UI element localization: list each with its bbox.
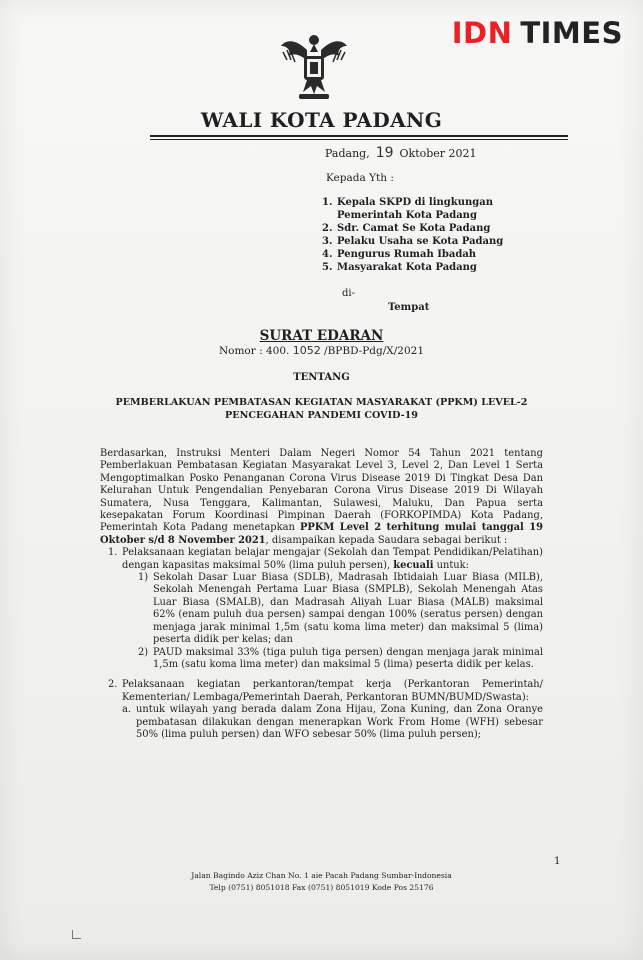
date-day: 19 — [375, 145, 394, 161]
list-item: 2. Pelaksanaan kegiatan perkantoran/tempat kerja (Perkantoran Pemerintah/ Kementerian/ Lembaga/Pemerintah Daerah, Perkantoran BUMN/BUMD/Swasta): — [108, 679, 543, 703]
letter-date — [325, 145, 477, 161]
date-place: Padang, — [325, 147, 370, 160]
list-item: 4. Pengurus Rumah Ibadah — [322, 249, 477, 260]
page-number: 1 — [554, 856, 561, 867]
tentang-heading: TENTANG — [293, 372, 350, 383]
list-item: a. untuk wilayah yang berada dalam Zona Hijau, Zona Kuning, dan Zona Oranye pembatasan dilakukan dengan menerapkan Work From Home (WFH) sebesar 50% (lima puluh persen) dan WFO sebesar 50% (lima puluh persen); — [122, 704, 543, 740]
list-item: 2) PAUD maksimal 33% (tiga puluh tiga persen) dengan menjaga jarak minimal 1,5m (satu koma lima meter) dan maksimal 5 (lima) peserta didik per kelas. — [138, 646, 543, 670]
letter-type: SURAT EDARAN — [259, 328, 384, 344]
list-item: 5. Masyarakat Kota Padang — [322, 262, 477, 273]
footer-address: Jalan Bagindo Aziz Chan No. 1 aie Pacah Padang Sumbar-Indonesia — [191, 871, 452, 880]
addressee-list — [322, 196, 522, 274]
addressee-intro: Kepada Yth : — [326, 172, 394, 184]
letterhead-rule-thick — [150, 135, 568, 137]
letterhead-rule-thin — [150, 139, 568, 140]
letterhead-title: WALI KOTA PADANG — [200, 108, 443, 132]
idn-times-logo[interactable] — [452, 16, 623, 50]
list-item: 1) Sekolah Dasar Luar Biasa (SDLB), Madrasah Ibtidaiah Luar Biasa (MILB), Sekolah Menengah Pertama Luar Biasa (SMPLB), Sekolah Menengah Atas Luar Biasa (SMALB), dan Madrasah Aliyah Luar Biasa (MALB) maksimal 62% (enam puluh dua persen) sampai dengan 100% (seratus persen) dengan menjaga jarak minimal 1,5m (satu koma lima meter) dan maksimal 5 (lima) peserta didik per kelas; dan — [138, 572, 543, 646]
letter-body — [100, 448, 543, 741]
intro-paragraph: Berdasarkan, Instruksi Menteri Dalam Negeri Nomor 54 Tahun 2021 tentang Pemberlakuan Pembatasan Kegiatan Masyarakat Level 3, Level 2, Dan Level 1 Serta Mengoptimalkan Posko Penanganan Corona Virus Disease 2019 Di Tingkat Desa Dan Kelurahan Untuk Pengendalian Penyebaran Corona Virus Disease 2019 Di Wilayah Sumatera, Nusa Tenggara, Kalimantan, Sulawesi, Maluku, Dan Papua serta kesepakatan Forum Koordinasi Pimpinan Daerah (FORKOPIMDA) Kota Padang, Pemerintah Kota Padang menetapkan PPKM Level 2 terhitung mulai tanggal 19 Oktober s/d 8 November 2021, disampaikan kepada Saudara sebagai berikut : — [100, 448, 543, 546]
logo-idn: IDN — [451, 16, 513, 50]
addressee-tempat: Tempat — [388, 302, 430, 313]
letterhead-footer — [0, 870, 643, 894]
addressee-di: di- — [342, 288, 355, 299]
list-item: 3. Pelaku Usaha se Kota Padang — [322, 236, 504, 247]
garuda-emblem-icon — [277, 30, 351, 104]
date-month-year: Oktober 2021 — [399, 147, 477, 160]
list-item: 2. Sdr. Camat Se Kota Padang — [322, 223, 491, 234]
logo-times: TIMES — [520, 16, 623, 50]
subject-heading: PEMBERLAKUAN PEMBATASAN KEGIATAN MASYARAKAT (PPKM) LEVEL-2 PENCEGAHAN PANDEMI COVID-19 — [115, 397, 528, 421]
list-item: 1. Pelaksanaan kegiatan belajar mengajar (Sekolah dan Tempat Pendidikan/Pelatihan) dengan kapasitas maksimal 50% (lima puluh persen), kecuali untuk: — [108, 547, 543, 571]
handwritten-number: 1052 — [292, 344, 321, 357]
list-item: 1. Kepala SKPD di lingkungan Pemerintah Kota Padang — [322, 197, 493, 221]
letter-number: Nomor : 400. 1052 /BPBD-Pdg/X/2021 — [218, 344, 425, 357]
scan-crop-mark — [72, 930, 81, 939]
footer-contact: Telp (0751) 8051018 Fax (0751) 8051019 Kode Pos 25176 — [209, 883, 434, 892]
